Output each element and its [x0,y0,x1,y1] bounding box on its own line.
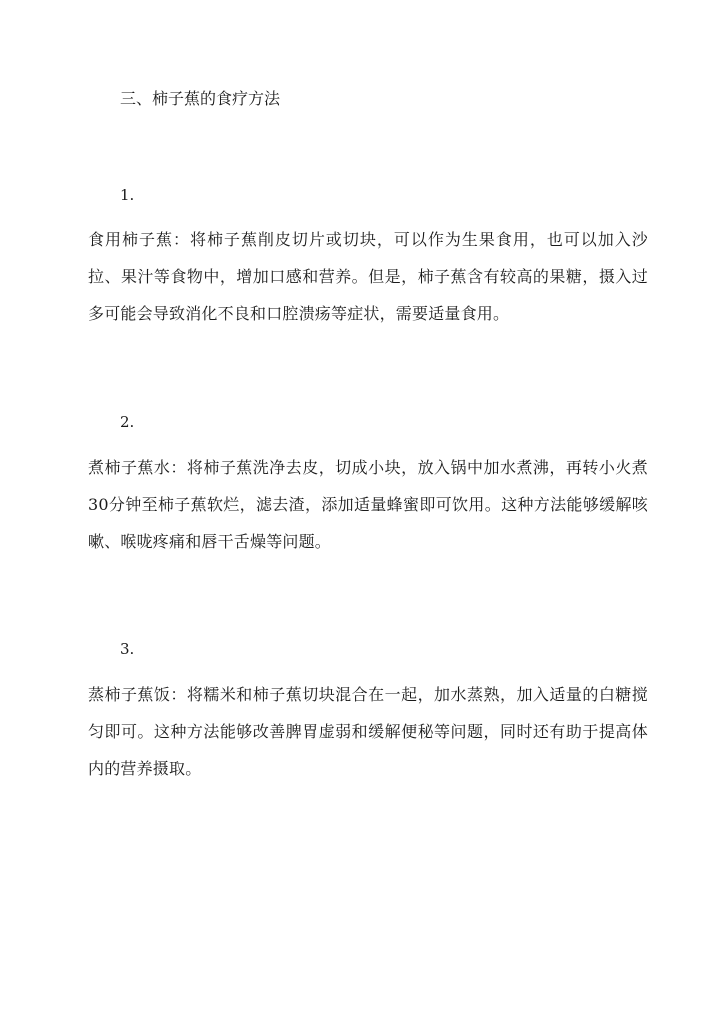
section-heading: 三、柿子蕉的食疗方法 [120,89,281,108]
item-text-2: 煮柿子蕉水：将柿子蕉洗净去皮，切成小块，放入锅中加水煮沸，再转小火煮30分钟至柿子蕉软烂，滤去渣，添加适量蜂蜜即可饮用。这种方法能够缓解咳嗽、喉咙疼痛和唇干舌燥等问题。 [88,458,648,551]
item-number-3: 3. [120,640,135,658]
item-number-1: 1. [120,186,135,204]
item-text-1: 食用柿子蕉：将柿子蕉削皮切片或切块，可以作为生果食用，也可以加入沙拉、果汁等食物中，增加口感和营养。但是，柿子蕉含有较高的果糖，摄入过多可能会导致消化不良和口腔溃疡等症状，需要适量食用。 [88,230,648,323]
item-text-3: 蒸柿子蕉饭：将糯米和柿子蕉切块混合在一起，加水蒸熟，加入适量的白糖搅匀即可。这种方法能够改善脾胃虚弱和缓解便秘等问题，同时还有助于提高体内的营养摄取。 [88,685,648,778]
item-number-2: 2. [120,413,135,431]
